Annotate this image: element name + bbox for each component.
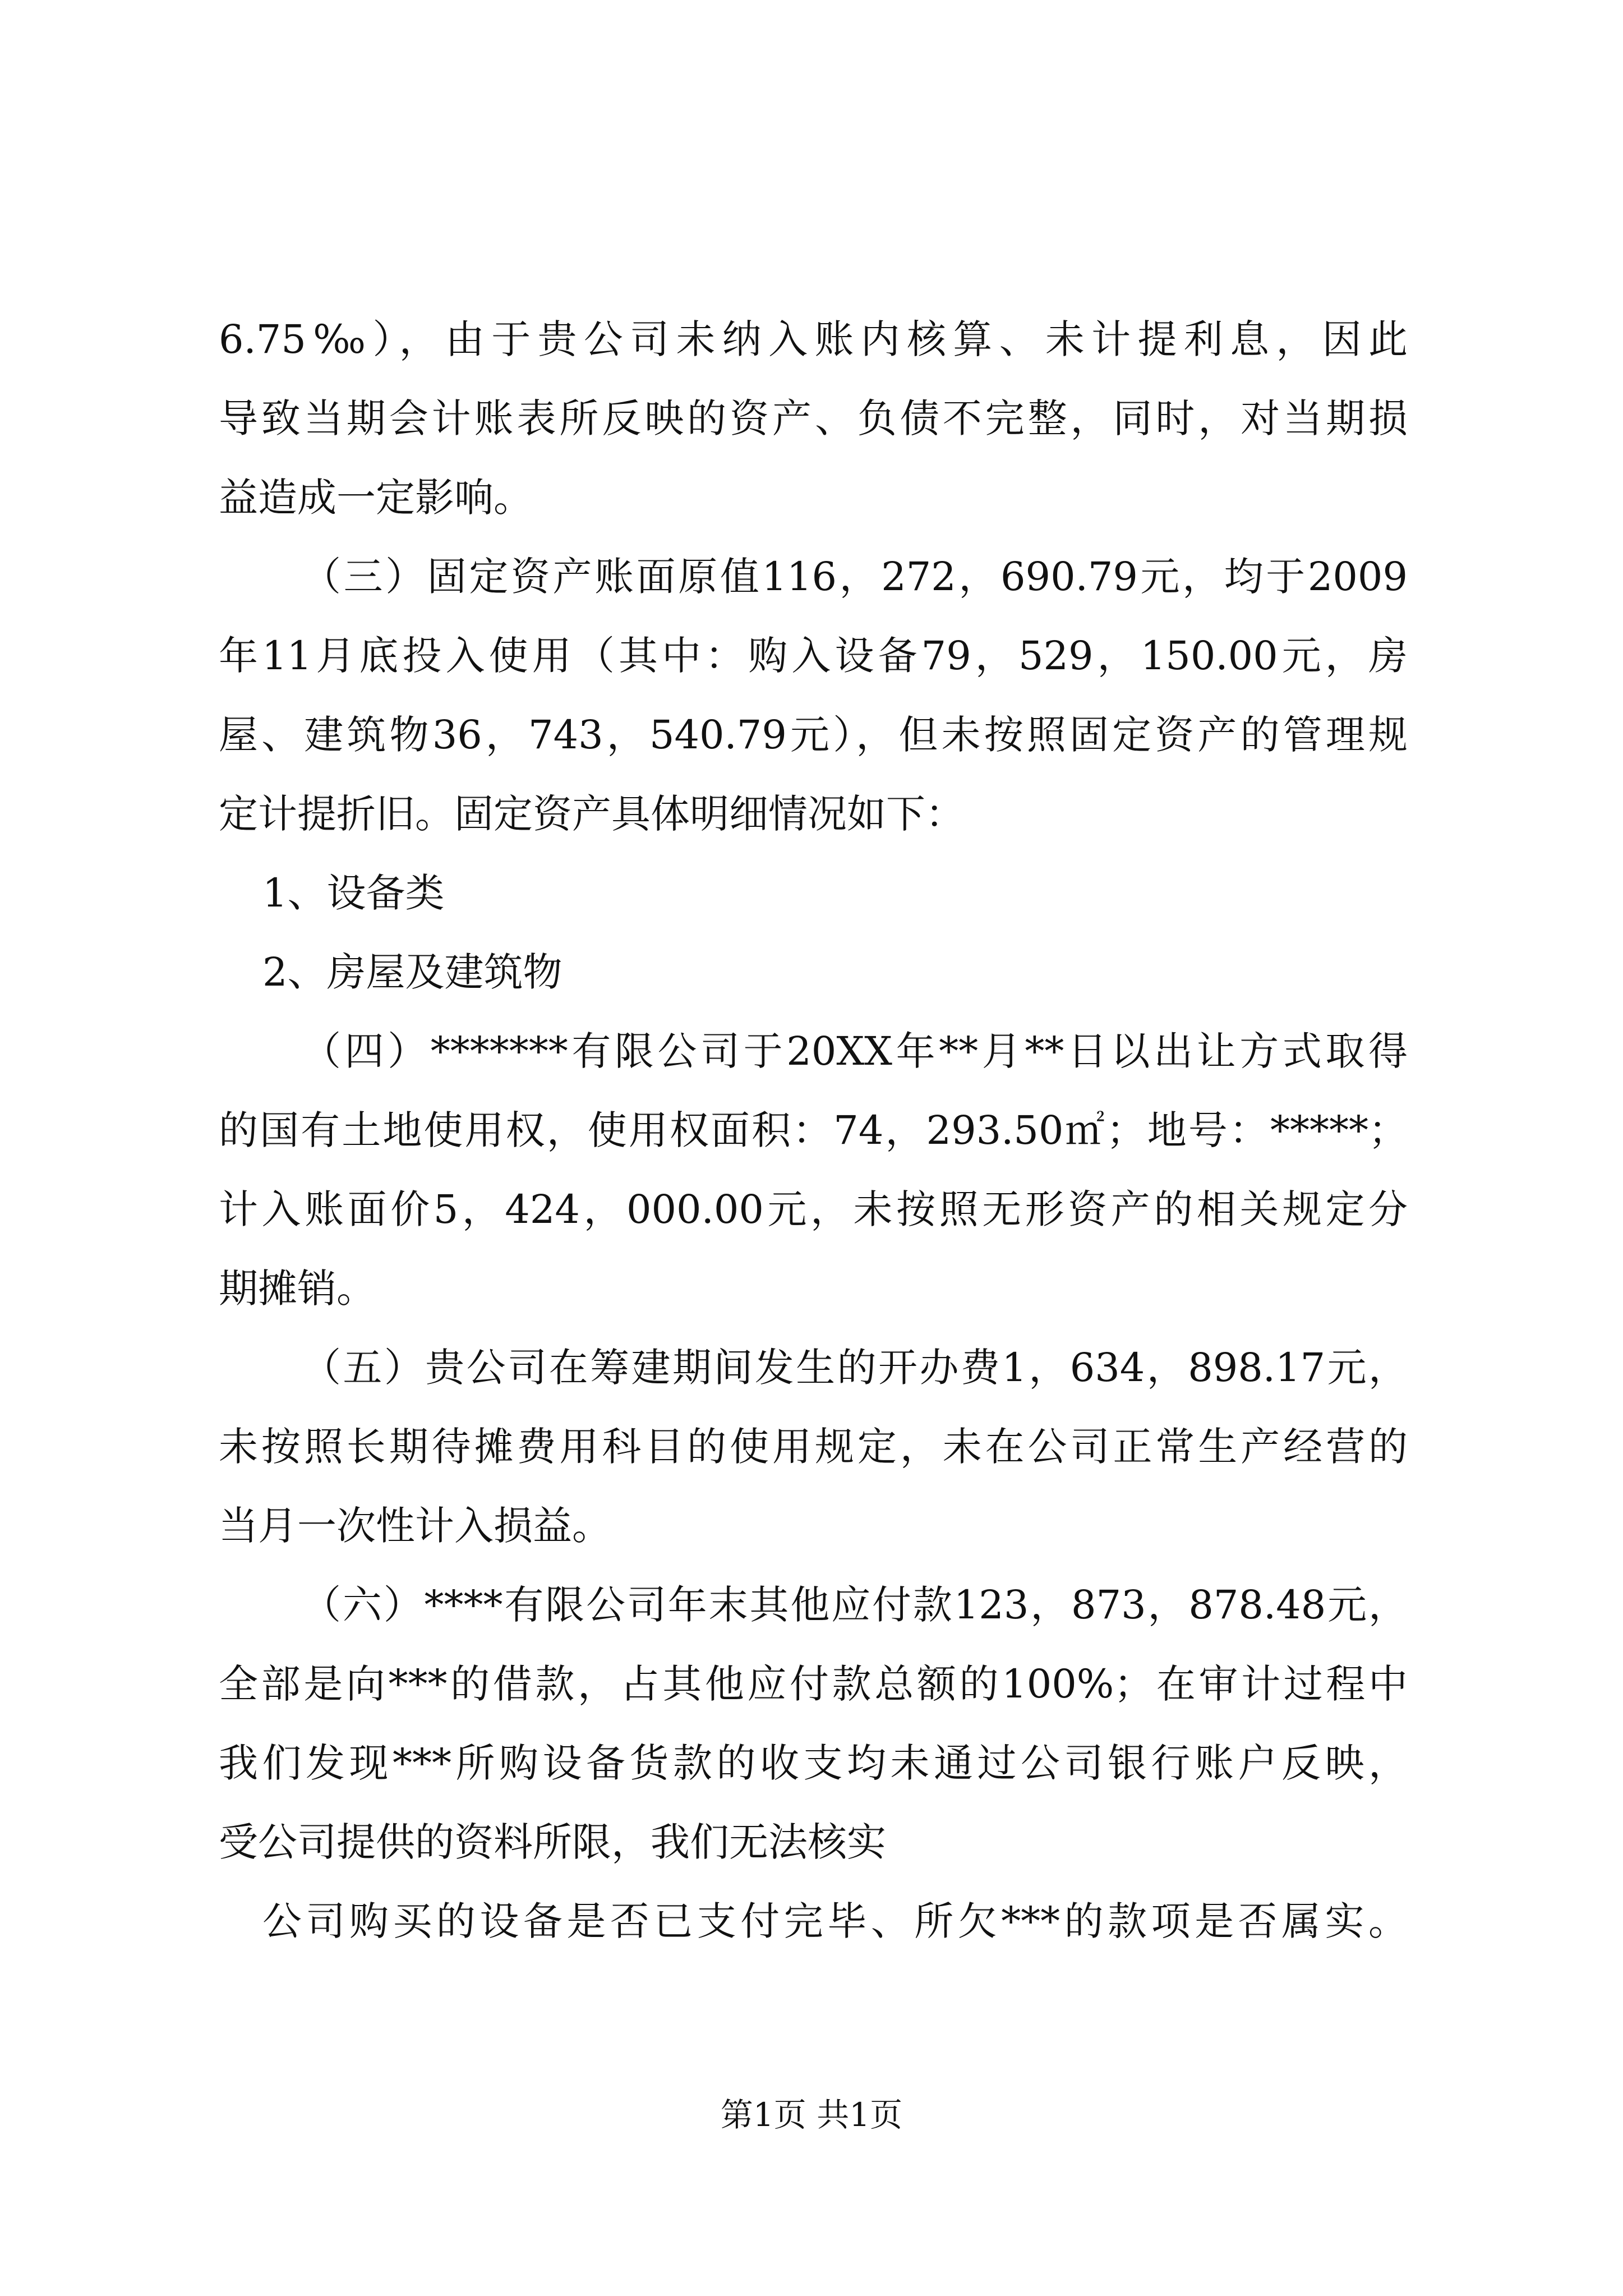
text-line: 导致当期会计账表所反映的资产、负债不完整，同时，对当期损 <box>219 395 1408 441</box>
text-line: 当月一次性计入损益。 <box>219 1503 611 1549</box>
text-line: 屋、建筑物36，743，540.79元），但未按照固定资产的管理规 <box>219 712 1408 758</box>
text-line: 1、设备类 <box>262 870 445 916</box>
text-line: 公司购买的设备是否已支付完毕、所欠***的款项是否属实。 <box>262 1898 1408 1944</box>
text-line: 2、房屋及建筑物 <box>262 949 562 995</box>
text-line: （三）固定资产账面原值116，272，690.79元，均于2009 <box>302 554 1408 600</box>
text-line: 计入账面价5，424，000.00元，未按照无形资产的相关规定分 <box>219 1186 1408 1232</box>
text-line: 期摊销。 <box>219 1266 376 1312</box>
text-line: 我们发现***所购设备货款的收支均未通过公司银行账户反映， <box>219 1740 1408 1786</box>
text-line: （六）****有限公司年末其他应付款123，873，878.48元， <box>302 1582 1408 1628</box>
text-line: 受公司提供的资料所限，我们无法核实 <box>219 1819 886 1865</box>
text-line: 的国有土地使用权，使用权面积：74，293.50㎡；地号：*****； <box>219 1107 1408 1153</box>
text-line: 益造成一定影响。 <box>219 475 533 521</box>
page-number: 第1页 共1页 <box>720 2096 903 2134</box>
text-line: 未按照长期待摊费用科目的使用规定，未在公司正常生产经营的 <box>219 1424 1408 1470</box>
text-line: 年11月底投入使用（其中：购入设备79，529，150.00元，房 <box>219 633 1408 679</box>
text-line: 定计提折旧。固定资产具体明细情况如下： <box>219 791 965 837</box>
text-line: （五）贵公司在筹建期间发生的开办费1，634，898.17元， <box>302 1345 1408 1391</box>
text-line: （四）*******有限公司于20XX年**月**日以出让方式取得 <box>302 1028 1408 1074</box>
text-line: 6.75‰），由于贵公司未纳入账内核算、未计提利息，因此 <box>219 316 1408 362</box>
text-line: 全部是向***的借款，占其他应付款总额的100%；在审计过程中 <box>219 1661 1408 1707</box>
